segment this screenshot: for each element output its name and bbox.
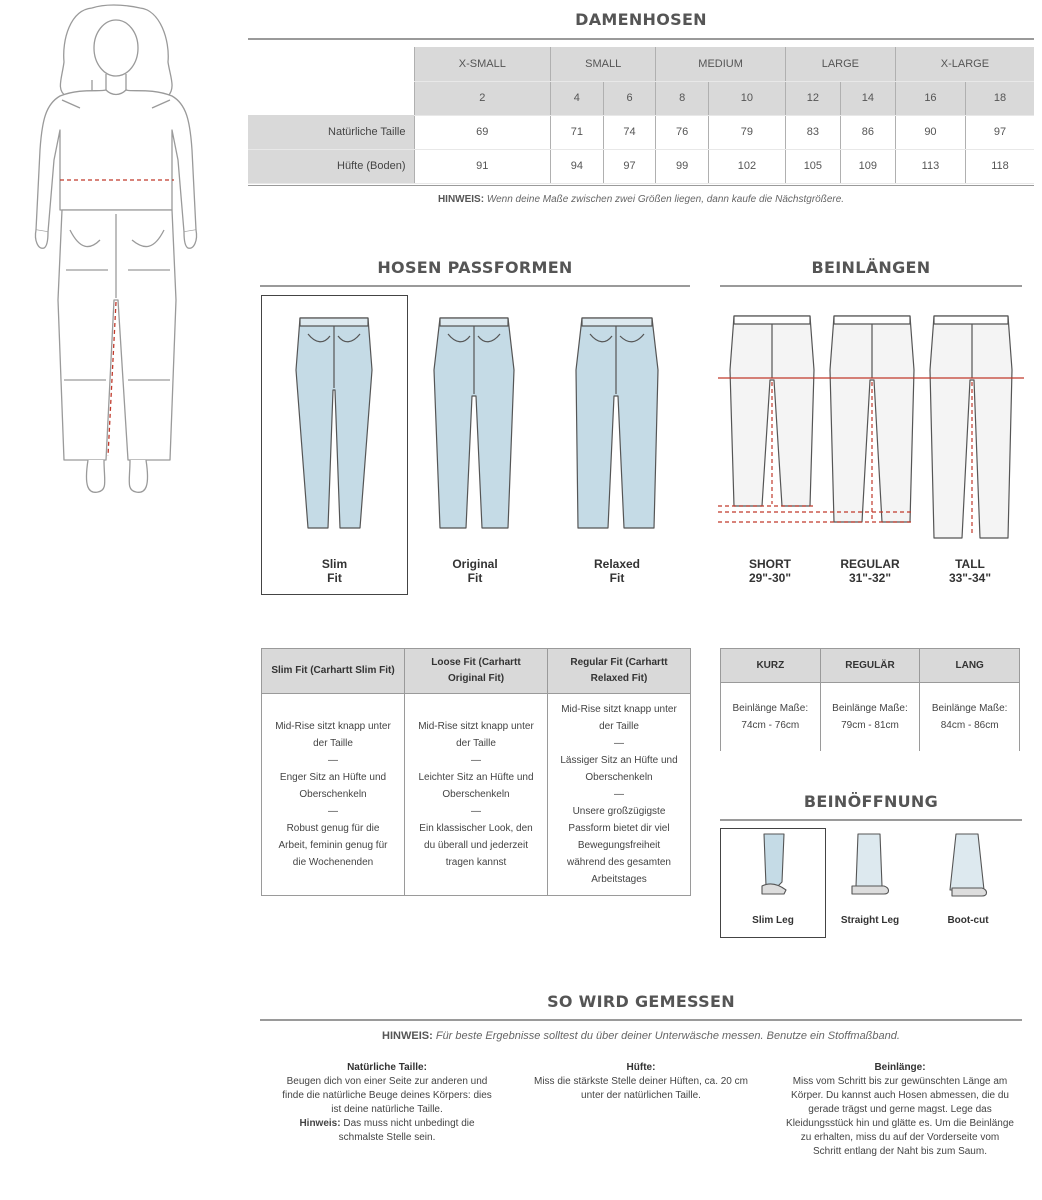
table-row [262, 694, 691, 896]
table-cell: 105 [785, 149, 840, 183]
measure-hint: Hinweis: Das muss nicht unbedingt die schmalste Stelle sein. [299, 1118, 475, 1143]
boot-cut-icon [950, 834, 987, 896]
table-cell: Beinlänge Maße: 79cm - 81cm [820, 683, 920, 751]
size-group: X-SMALL [414, 47, 551, 81]
table-bottom-rule [248, 185, 1034, 186]
column-header: Slim Fit (Carhartt Slim Fit) [262, 649, 405, 694]
measure-col-waist [276, 1061, 498, 1145]
size-number: 18 [966, 81, 1034, 115]
leg-opening-illustrations [720, 830, 1022, 910]
fit-label-slim: Slim Fit [321, 557, 348, 585]
size-group: SMALL [551, 47, 656, 81]
size-number-row [248, 81, 1034, 115]
table-cell: 76 [656, 115, 709, 149]
table-cell: Mid-Rise sitzt knapp unter der Taille — Enger Sitz an Hüfte und Oberschenkeln — Robust genug für die Arbeit, feminin genug für die Wochenenden [262, 694, 405, 896]
size-number: 14 [840, 81, 895, 115]
measure-text: Beugen dich von einer Seite zur anderen und finde die natürliche Beuge deines Körpers: dies ist deine natürliche Taille. [282, 1076, 492, 1115]
table-cell: 94 [551, 149, 604, 183]
row-label: Hüfte (Boden) [248, 149, 414, 183]
table-cell: 97 [966, 115, 1034, 149]
size-number: 4 [551, 81, 604, 115]
note-text: Wenn deine Maße zwischen zwei Größen liegen, dann kaufe die Nächstgrößere. [486, 194, 845, 205]
table-cell: 91 [414, 149, 551, 183]
table-cell: 109 [840, 149, 895, 183]
figure-illustration [0, 0, 235, 500]
tall-pants [930, 316, 1012, 538]
section-rule [720, 285, 1022, 287]
leg-opening-label-bootcut: Boot-cut [947, 915, 989, 926]
table-cell: 71 [551, 115, 604, 149]
length-table [720, 648, 1020, 751]
column-header: REGULÄR [820, 649, 920, 683]
size-number: 2 [414, 81, 551, 115]
size-number: 8 [656, 81, 709, 115]
column-header: LANG [920, 649, 1020, 683]
measure-text: Miss die stärkste Stelle deiner Hüften, ca. 20 cm unter der natürlichen Taille. [534, 1076, 748, 1101]
table-header-row [721, 649, 1020, 683]
section-title-beinoeffnung: BEINÖFFNUNG [803, 792, 939, 811]
length-label-tall: TALL 33"-34" [948, 557, 992, 585]
measure-col-inseam [786, 1061, 1014, 1159]
measure-note [260, 1030, 1022, 1042]
table-row [721, 683, 1020, 751]
measure-title: Beinlänge: [874, 1062, 926, 1073]
column-header: KURZ [721, 649, 821, 683]
section-rule [248, 38, 1034, 40]
measure-col-hip [526, 1061, 756, 1103]
size-group: LARGE [785, 47, 895, 81]
table-cell: 102 [708, 149, 785, 183]
section-title-gemessen: SO WIRD GEMESSEN [547, 992, 735, 1011]
table-cell: 90 [895, 115, 965, 149]
note-text: Für beste Ergebnisse solltest du über deiner Unterwäsche messen. Benutze ein Stoffmaßband. [435, 1030, 900, 1042]
length-label-regular: REGULAR 31"-32" [840, 557, 900, 585]
slim-leg-icon [762, 834, 786, 894]
slim-fit-pants [296, 318, 372, 528]
size-table [248, 47, 1034, 184]
relaxed-fit-pants [576, 318, 658, 528]
note-label: HINWEIS: [437, 194, 485, 205]
straight-leg-icon [852, 834, 889, 894]
section-rule [260, 285, 690, 287]
section-rule [260, 1019, 1022, 1021]
fit-description-table [261, 648, 691, 896]
table-cell: 113 [895, 149, 965, 183]
size-number: 6 [603, 81, 656, 115]
section-rule [720, 819, 1022, 821]
table-cell: 97 [603, 149, 656, 183]
fit-label-original: Original Fit [452, 557, 498, 585]
size-note [248, 194, 1034, 205]
table-row [248, 149, 1034, 183]
column-header: Loose Fit (Carhartt Original Fit) [405, 649, 548, 694]
section-title-beinlaengen: BEINLÄNGEN [811, 258, 931, 277]
table-cell: 79 [708, 115, 785, 149]
size-group-row [248, 47, 1034, 81]
table-header-row [262, 649, 691, 694]
length-label-short: SHORT 29"-30" [748, 557, 792, 585]
measure-title: Natürliche Taille: [347, 1062, 427, 1073]
size-group: X-LARGE [895, 47, 1034, 81]
section-title-passformen: HOSEN PASSFORMEN [377, 258, 573, 277]
table-cell: Beinlänge Maße: 84cm - 86cm [920, 683, 1020, 751]
size-number: 12 [785, 81, 840, 115]
leg-opening-label-slim: Slim Leg [752, 915, 794, 926]
size-number: 16 [895, 81, 965, 115]
leg-opening-label-straight: Straight Leg [840, 915, 900, 926]
fit-illustrations [260, 300, 690, 540]
size-number: 10 [708, 81, 785, 115]
column-header: Regular Fit (Carhartt Relaxed Fit) [548, 649, 691, 694]
table-cell: Mid-Rise sitzt knapp unter der Taille — Lässiger Sitz an Hüfte und Oberschenkeln — Unsere großzügigste Passform bietet dir viel Bewegungsfreiheit während des gesamten Arbeitstages [548, 694, 691, 896]
note-label: HINWEIS: [382, 1030, 433, 1042]
length-illustrations [718, 300, 1024, 550]
row-label: Natürliche Taille [248, 115, 414, 149]
table-cell: Mid-Rise sitzt knapp unter der Taille — Leichter Sitz an Hüfte und Oberschenkeln — Ein klassischer Look, den du überall und jederzeit tragen kannst [405, 694, 548, 896]
table-cell: 86 [840, 115, 895, 149]
original-fit-pants [434, 318, 514, 528]
table-cell: 99 [656, 149, 709, 183]
table-row [248, 115, 1034, 149]
section-title-damenhosen: DAMENHOSEN [575, 10, 707, 29]
measure-text: Miss vom Schritt bis zur gewünschten Länge am Körper. Du kannst auch Hosen abmessen, die du gerade trägst und gerne magst. Lege das Kleidungsstück hin und glätte es. Um die Beinlänge zu erhalten, miss du auf der Vorderseite vom Schritt entlang der Naht bis zum Saum. [786, 1076, 1014, 1157]
table-cell: 118 [966, 149, 1034, 183]
fit-label-relaxed: Relaxed Fit [593, 557, 641, 585]
measure-title: Hüfte: [626, 1062, 656, 1073]
table-cell: 83 [785, 115, 840, 149]
table-cell: 74 [603, 115, 656, 149]
table-cell: Beinlänge Maße: 74cm - 76cm [721, 683, 821, 751]
table-cell: 69 [414, 115, 551, 149]
size-group: MEDIUM [656, 47, 786, 81]
